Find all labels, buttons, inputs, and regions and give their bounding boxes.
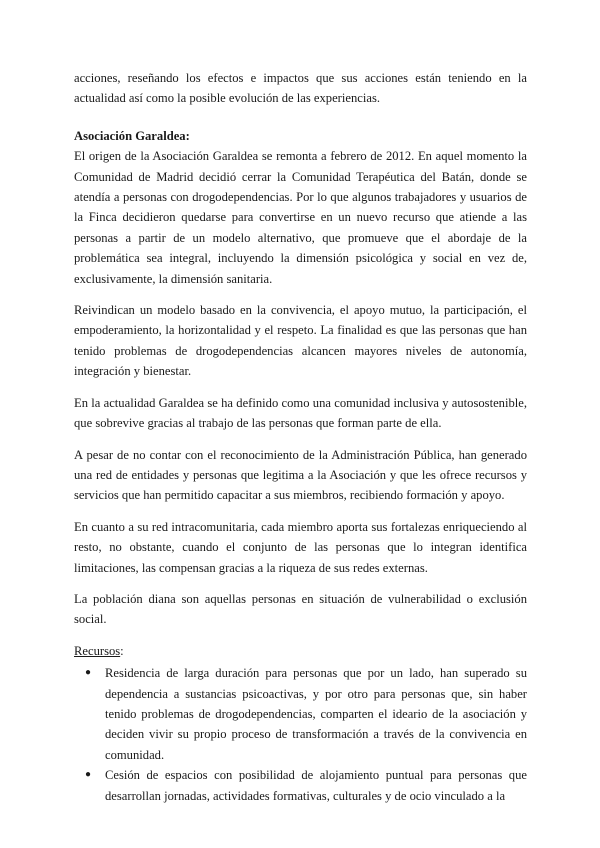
recursos-label: Recursos: [74, 643, 121, 658]
recursos-colon: :: [120, 643, 124, 658]
paragraph-target-population: La población diana son aquellas personas en situación de vulnerabilidad o exclusión social.: [74, 591, 527, 627]
list-item-text: Cesión de espacios con posibilidad de alojamiento puntual para personas que desarrollan jornadas, actividades formativas, culturales y de ocio vinculado a la: [105, 768, 527, 803]
recursos-heading: [74, 641, 527, 661]
list-item: [74, 663, 527, 765]
bullet-icon: ●: [85, 667, 92, 679]
paragraph-intracommunity: En cuanto a su red intracomunitaria, cada miembro aporta sus fortalezas enriqueciendo al resto, no obstante, cuando el conjunto de las personas que lo integran identifica limitaciones, las compensan gracias a la riqueza de sus redes externas.: [74, 519, 527, 575]
recursos-list: [74, 663, 527, 806]
paragraph-model: Reivindican un modelo basado en la convivencia, el apoyo mutuo, la participación, el empoderamiento, la horizontalidad y el respeto. La finalidad es que las personas que han tenido problemas de drogodependencias alcancen mayores niveles de autonomía, integración y bienestar.: [74, 303, 527, 379]
paragraph-network: A pesar de no contar con el reconocimiento de la Administración Pública, han generado una red de entidades y personas que legitima a la Asociación y que les ofrece recursos y servicios que han permitido capacitar a sus miembros, recibiendo formación y apoyo.: [74, 447, 527, 503]
section-heading: Asociación Garaldea:: [74, 128, 190, 143]
paragraph-origin: El origen de la Asociación Garaldea se remonta a febrero de 2012. En aquel momento la Comunidad de Madrid decidió cerrar la Comunidad Terapéutica del Batán, donde se atendía a personas con drogodependencias. Por lo que algunos trabajadores y usuarios de la Finca decidieron quedarse para convertirse en un nuevo recurso que atiende a las personas a partir de un modelo alternativo, que promueve que el abordaje de la problemática sea integral, incluyendo la dimensión psicológica y social en vez de, exclusivamente, la dimensión sanitaria.: [74, 149, 527, 286]
intro-paragraph-tail: acciones, reseñando los efectos e impactos que sus acciones están teniendo en la actualidad así como la posible evolución de las experiencias.: [74, 71, 527, 106]
page-content: [74, 68, 527, 806]
paragraph-community: En la actualidad Garaldea se ha definido como una comunidad inclusiva y autosostenible, que sobrevive gracias al trabajo de las personas que forman parte de ella.: [74, 395, 527, 431]
list-item-text: Residencia de larga duración para personas que por un lado, han superado su dependencia a sustancias psicoactivas, y por otro para personas que, sin haber tenido problemas de drogodependencias, comparten el ideario de la asociación y deciden vivir su propio proceso de transformación a través de la convivencia en comunidad.: [105, 666, 527, 762]
list-item: [74, 765, 527, 806]
bullet-icon: ●: [85, 769, 92, 781]
